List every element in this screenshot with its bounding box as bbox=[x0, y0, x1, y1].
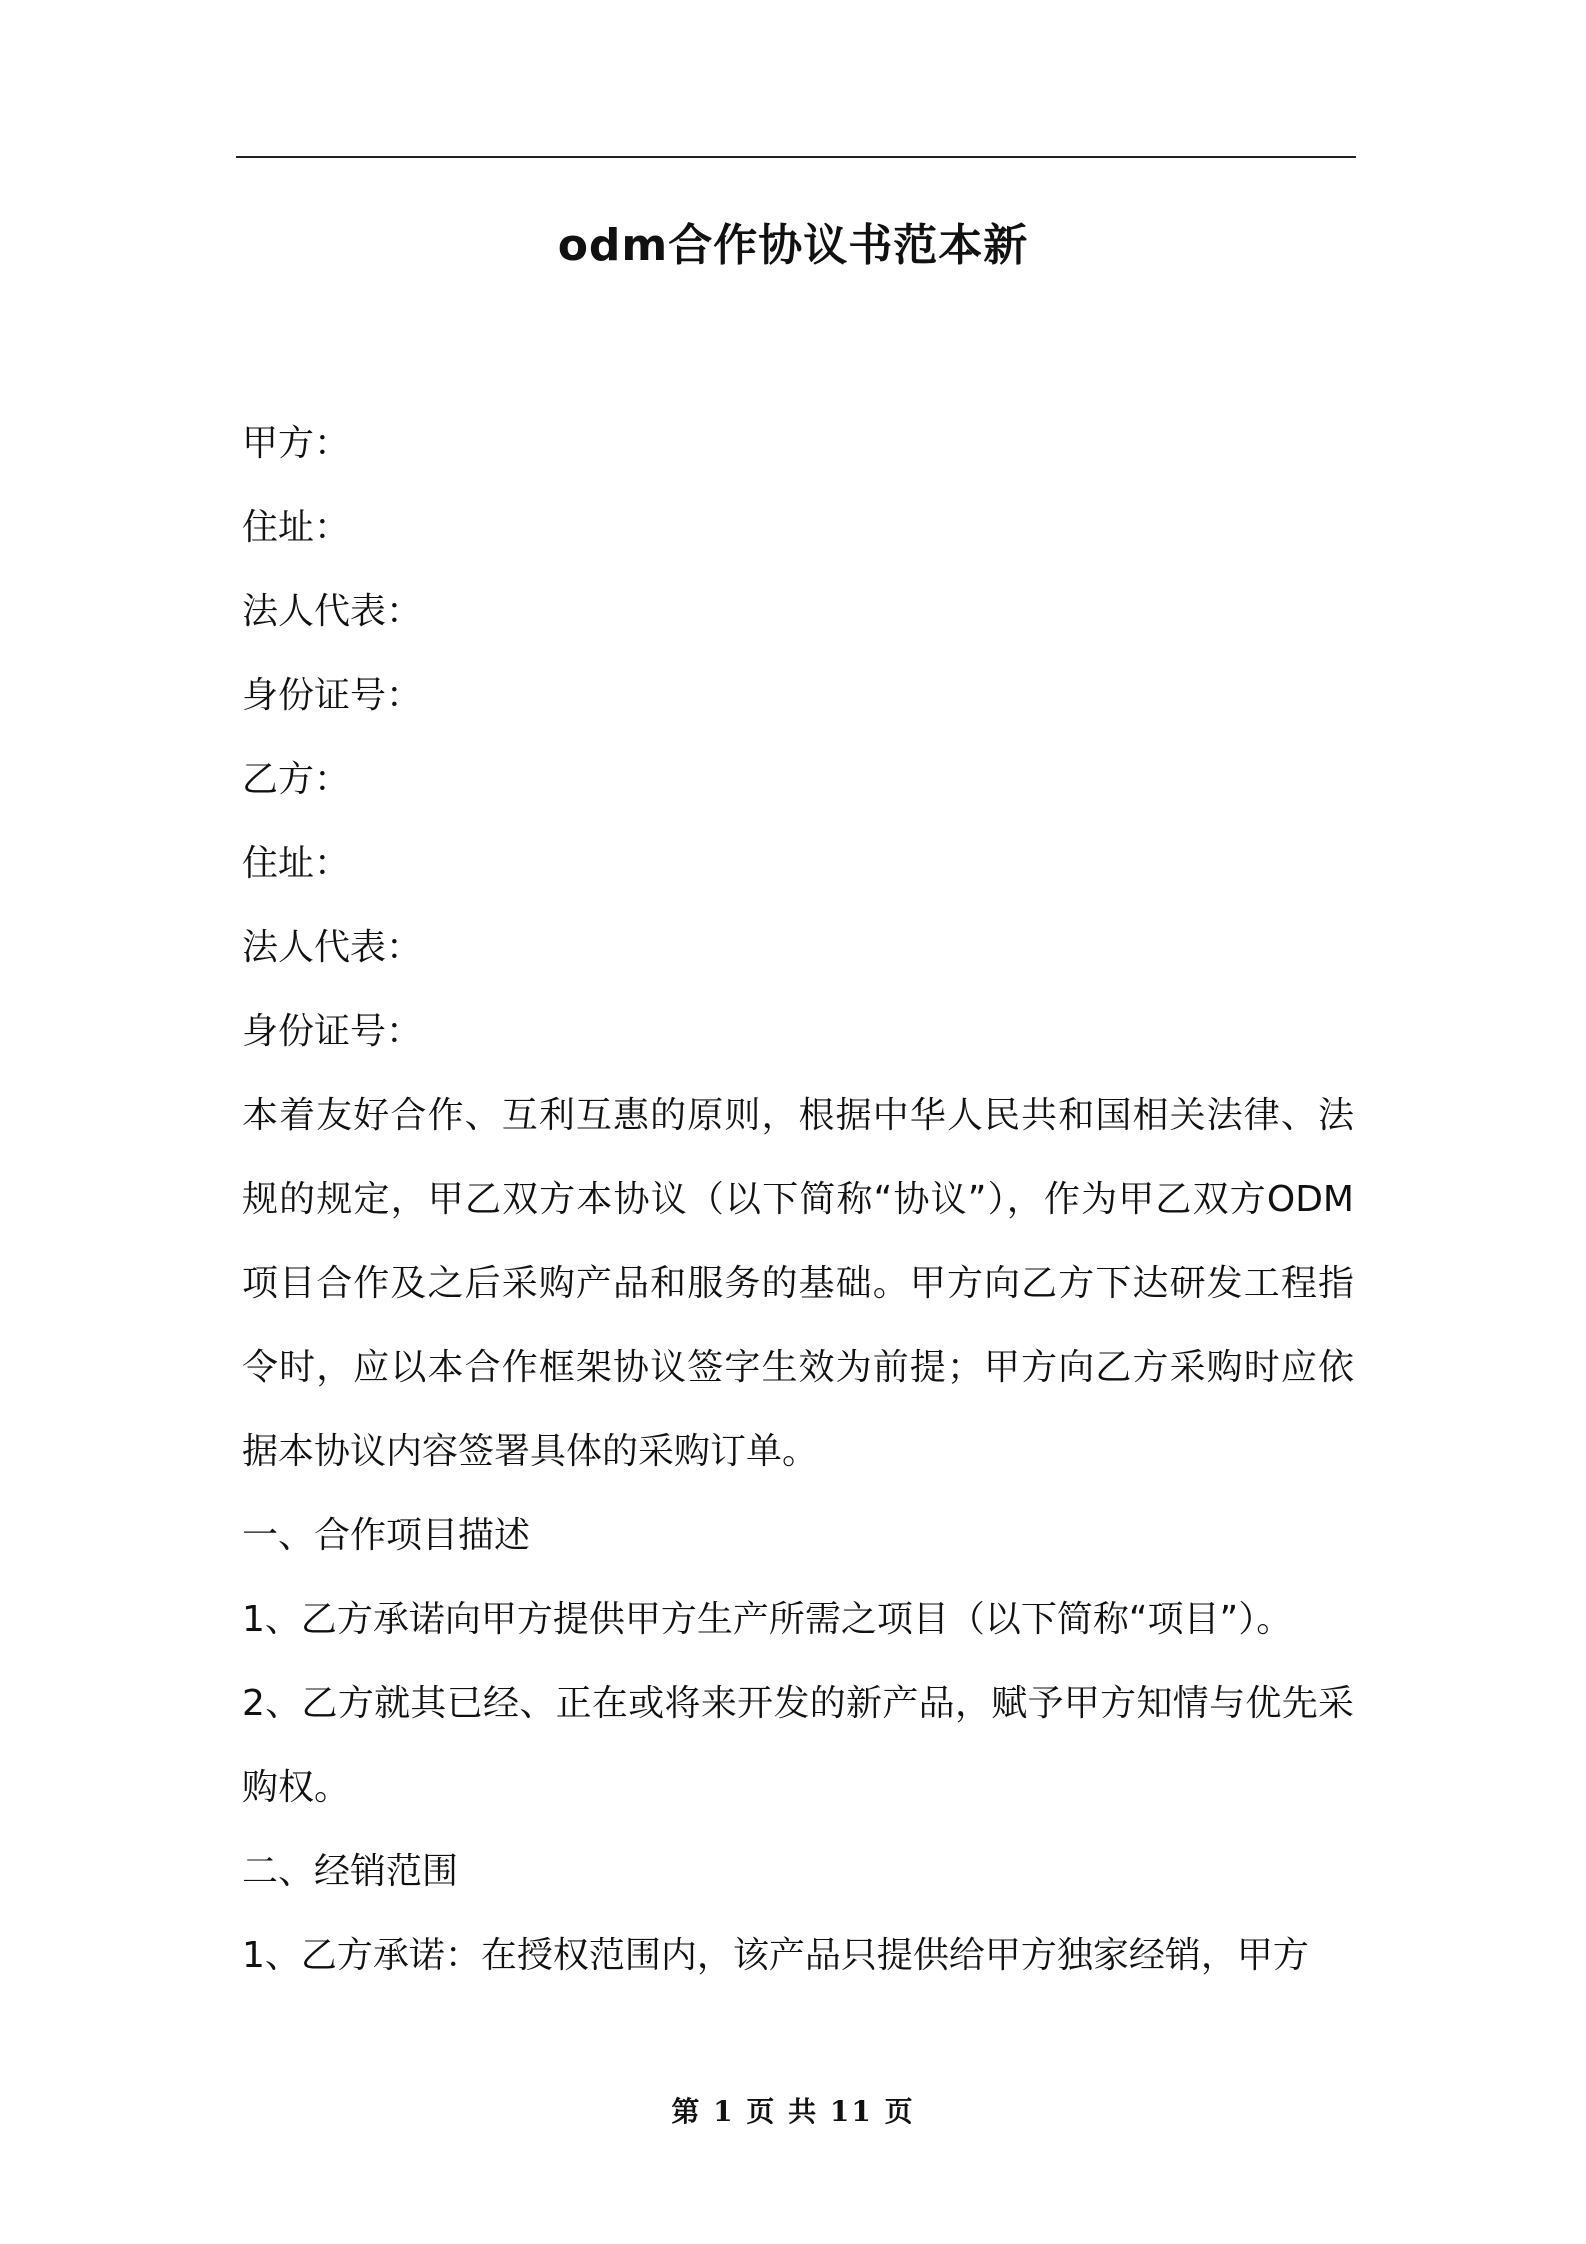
document-body bbox=[242, 402, 1354, 1998]
section-2-item-1: 1、乙方承诺：在授权范围内，该产品只提供给甲方独家经销，甲方 bbox=[242, 1935, 1309, 1976]
party-b-legal-rep-field: 法人代表： bbox=[242, 927, 423, 968]
page-number: 第 1 页 共 11 页 bbox=[671, 2095, 915, 2128]
party-a-legal-rep-field: 法人代表： bbox=[242, 591, 423, 632]
party-b-field: 乙方： bbox=[242, 759, 351, 800]
section-1-heading: 一、合作项目描述 bbox=[242, 1515, 531, 1556]
section-1-item-2: 2、乙方就其已经、正在或将来开发的新产品，赋予甲方知情与优先采购权。 bbox=[242, 1683, 1354, 1808]
party-b-address-field: 住址： bbox=[242, 843, 351, 884]
section-1-item-1: 1、乙方承诺向甲方提供甲方生产所需之项目（以下简称“项目”）。 bbox=[242, 1599, 1293, 1640]
section-2-heading: 二、经销范围 bbox=[242, 1851, 459, 1892]
party-a-address-field: 住址： bbox=[242, 507, 351, 548]
party-a-field: 甲方： bbox=[242, 423, 351, 464]
party-a-id-number-field: 身份证号： bbox=[242, 675, 423, 716]
intro-paragraph: 本着友好合作、互利互惠的原则，根据中华人民共和国相关法律、法规的规定，甲乙双方本协议（以下简称“协议”），作为甲乙双方ODM项目合作及之后采购产品和服务的基础。甲方向乙方下达研发工程指令时，应以本合作框架协议签字生效为前提；甲方向乙方采购时应依据本协议内容签署具体的采购订单。 bbox=[242, 1095, 1354, 1472]
document-title: odm合作协议书范本新 bbox=[557, 220, 1029, 271]
header-rule bbox=[236, 156, 1356, 158]
party-b-id-number-field: 身份证号： bbox=[242, 1011, 423, 1052]
